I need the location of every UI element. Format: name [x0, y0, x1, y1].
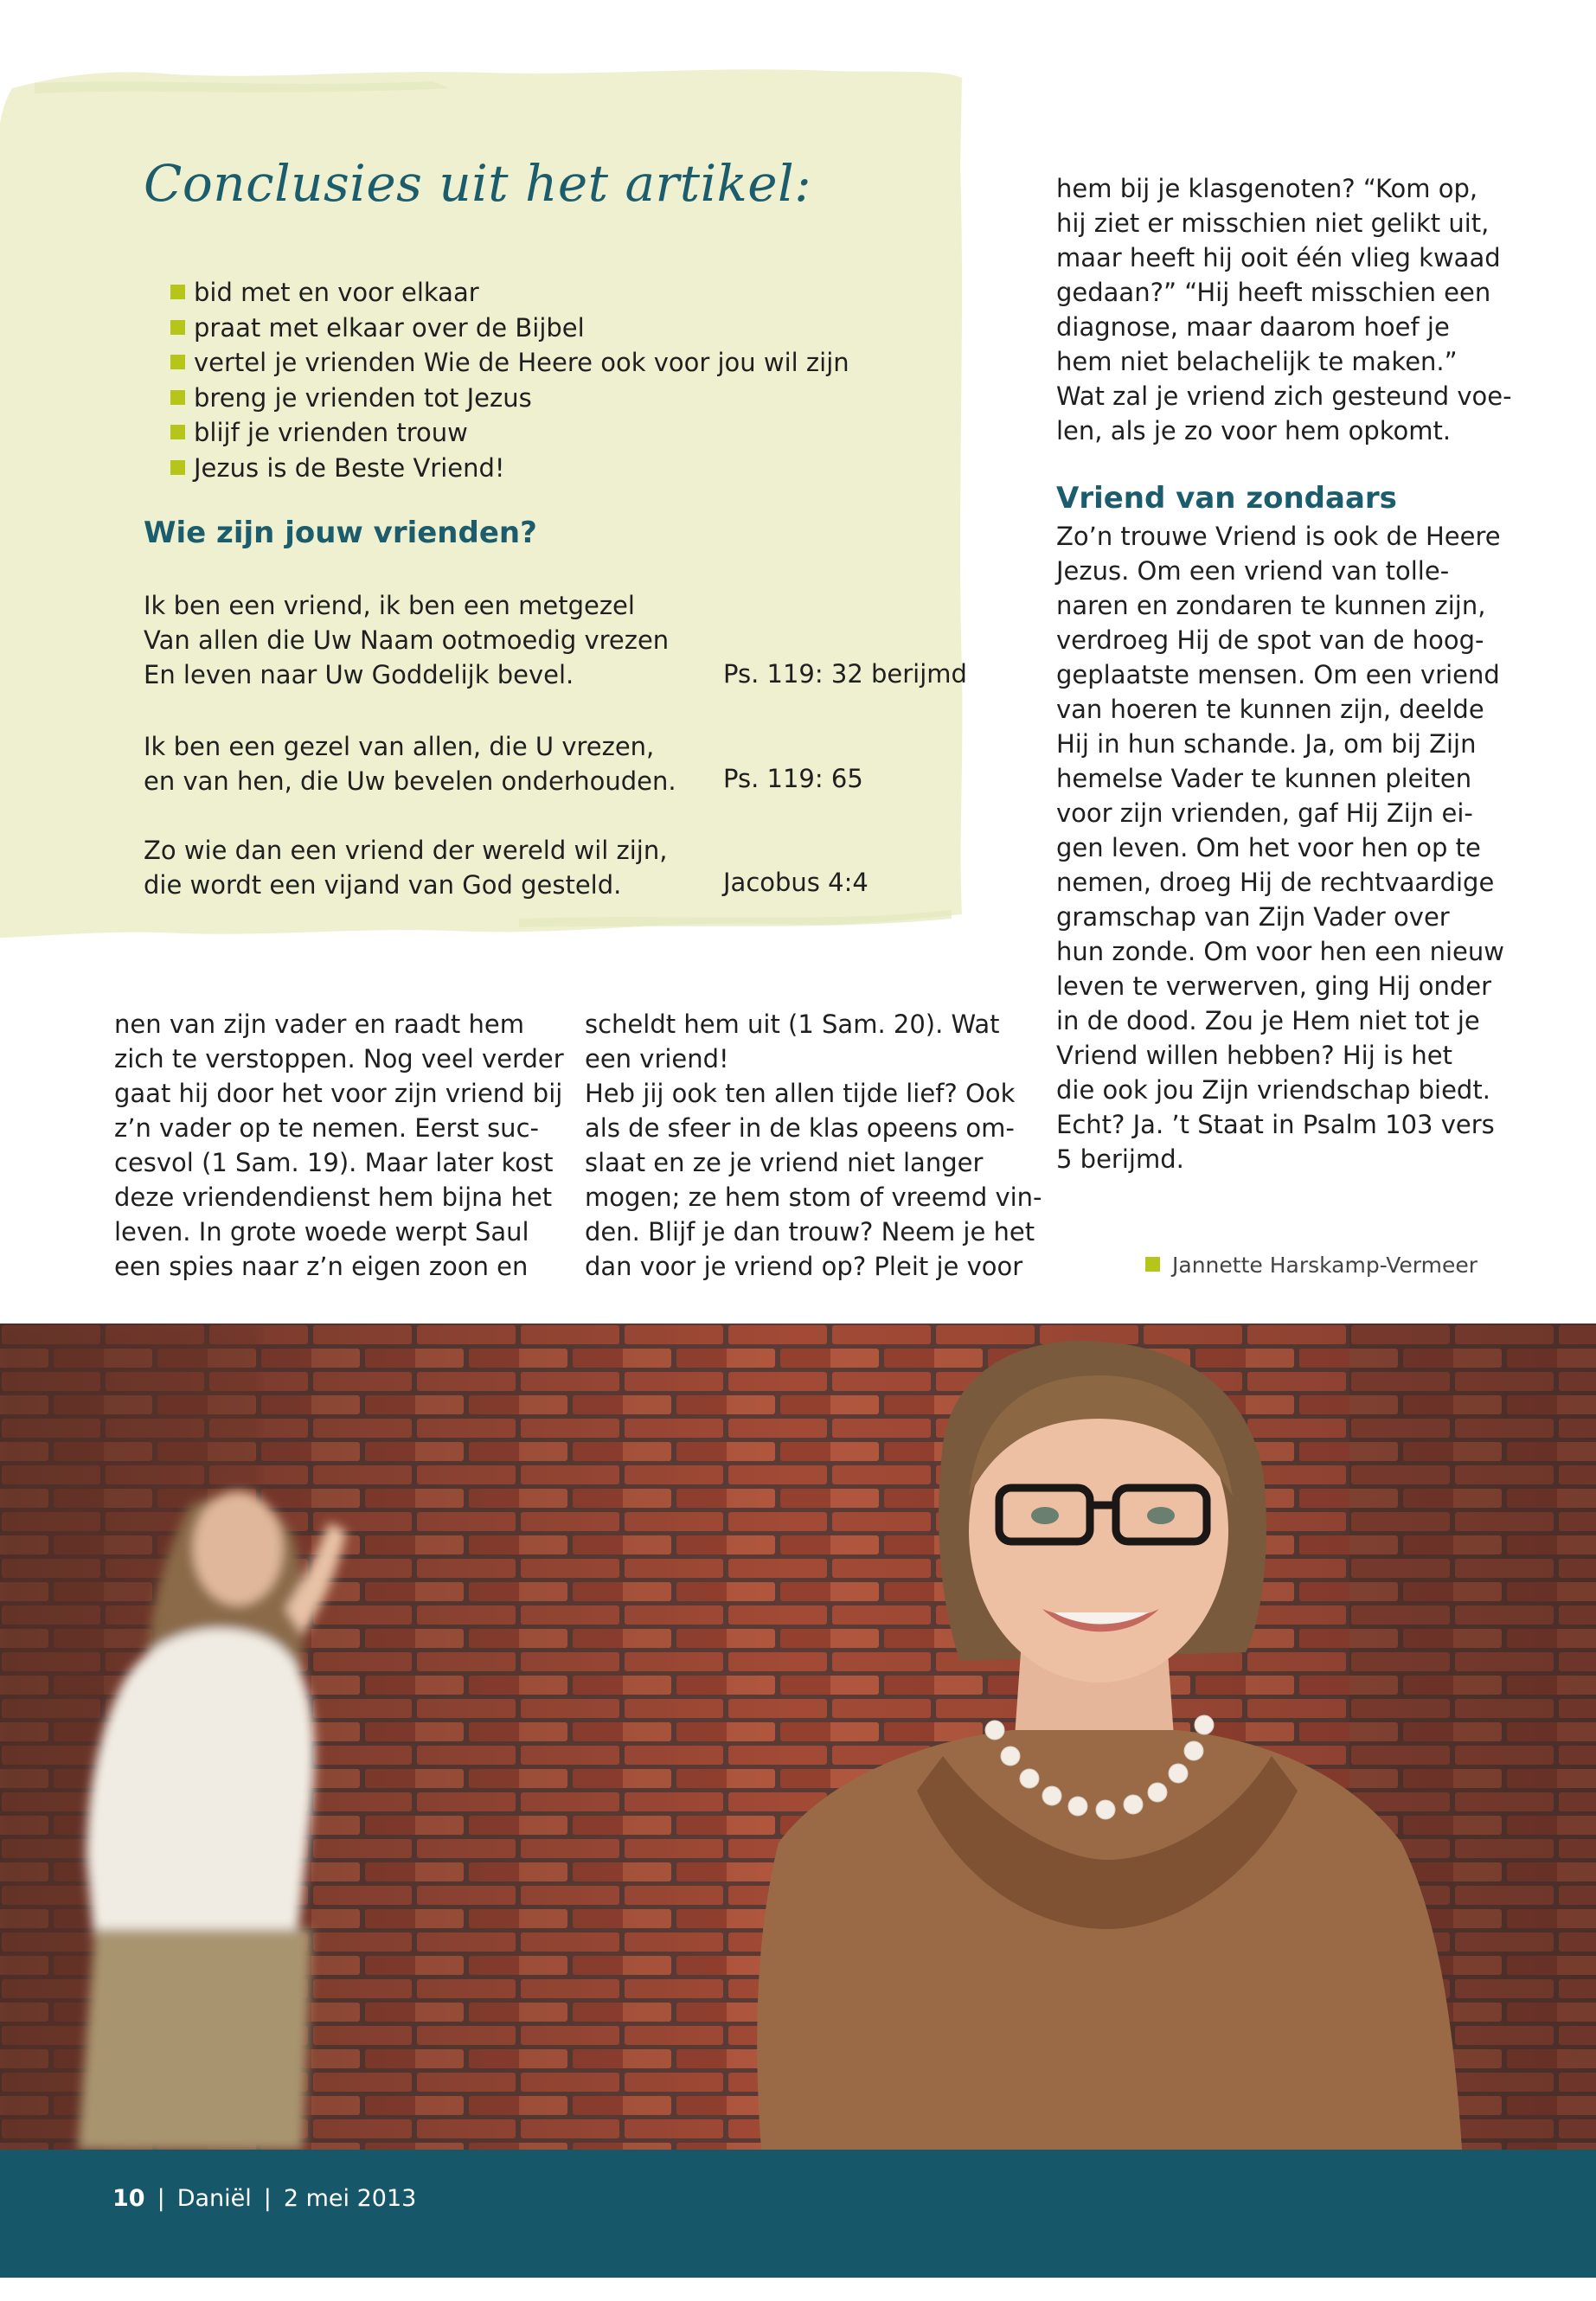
footer-separator: |: [263, 2185, 272, 2212]
footer-band: [0, 2150, 1596, 2278]
footer-text: [112, 2185, 416, 2212]
bullet-square-icon: [170, 460, 185, 475]
bullet-square-icon: [170, 355, 185, 369]
bullet-square-icon: [170, 390, 185, 405]
body-column-right-top: hem bij je klasgenoten? “Kom op, hij ziet er misschien niet gelikt uit, maar heeft hij ooit één vlieg kwaad gedaan?” “Hij heeft misschien een diagnose, maar daarom hoef je hem niet belachelijk te maken.” Wat zal je vriend zich gesteund voe- len, als je zo voor hem opkomt.: [1056, 174, 1512, 445]
verse-block: Ik ben een gezel van allen, die U vrezen, en van hen, die Uw bevelen onderhouden.: [144, 732, 676, 796]
list-item: praat met elkaar over de Bijbel: [194, 311, 849, 346]
list-item: Jezus is de Beste Vriend!: [194, 451, 849, 486]
bullet-square-icon: [170, 425, 185, 439]
magazine-name: Daniël: [176, 2185, 252, 2212]
body-column-left: nen van zijn vader en raadt hem zich te verstoppen. Nog veel verder gaat hij door het voor zijn vriend bij z’n vader op te nemen. Eerst suc- cesvol (1 Sam. 19). Maar later kost deze vriendendienst hem bijna het leven. In grote woede werpt Saul een spies naar z’n eigen zoon en: [114, 1009, 564, 1281]
friends-heading: Wie zijn jouw vrienden?: [144, 516, 537, 550]
page-number: 10: [112, 2185, 145, 2212]
bullet-square-icon: [170, 285, 185, 299]
author-credit: Jannette Harskamp-Vermeer: [1145, 1253, 1477, 1278]
footer-separator: |: [157, 2185, 165, 2212]
conclusion-bullet-list: [194, 275, 849, 485]
list-item: bid met en voor elkaar: [194, 275, 849, 311]
body-column-right-bottom: Zo’n trouwe Vriend is ook de Heere Jezus. Om een vriend van tolle- naren en zondaren te kunnen zijn, verdroeg Hij de spot van de hoog- geplaatste mensen. Om een vriend van hoeren te kunnen zijn, deelde Hij in hun schande. Ja, om bij Zijn hemelse Vader te kunnen pleiten voor zijn vrienden, gaf Hij Zijn ei- gen leven. Om het voor hen op te nemen, droeg Hij de rechtvaardige gramschap van Zijn Vader over hun zonde. Om voor hen een nieuw leven te verwerven, ging Hij onder in de dood. Zou je Hem niet tot je Vriend willen hebben? Hij is het die ook jou Zijn vriendschap biedt. Echt? Ja. ’t Staat in Psalm 103 vers 5 berijmd.: [1056, 522, 1504, 1174]
list-item: blijf je vrienden trouw: [194, 415, 849, 451]
section-heading: Vriend van zondaars: [1056, 481, 1397, 516]
bullet-square-icon: [1145, 1257, 1160, 1272]
issue-date: 2 mei 2013: [283, 2185, 417, 2212]
verse-reference: Ps. 119: 32 berijmd: [723, 659, 967, 689]
bullet-square-icon: [170, 320, 185, 335]
list-item: breng je vrienden tot Jezus: [194, 381, 849, 416]
verse-reference: Jacobus 4:4: [723, 868, 869, 897]
photo-girls-brick-wall: [0, 1324, 1596, 2150]
verse-reference: Ps. 119: 65: [723, 764, 863, 793]
list-item: vertel je vrienden Wie de Heere ook voor jou wil zijn: [194, 345, 849, 381]
conclusion-box-title: Conclusies uit het artikel:: [144, 154, 812, 213]
verse-block: Ik ben een vriend, ik ben een metgezel Van allen die Uw Naam ootmoedig vrezen En leven naar Uw Goddelijk bevel.: [144, 591, 670, 689]
body-column-middle: scheldt hem uit (1 Sam. 20). Wat een vriend! Heb jij ook ten allen tijde lief? Ook als de sfeer in de klas opeens om- slaat en ze je vriend niet langer mogen; ze hem stom of vreemd vin- den. Blijf je dan trouw? Neem je het dan voor je vriend op? Pleit je voor: [585, 1009, 1042, 1281]
verse-block: Zo wie dan een vriend der wereld wil zijn, die wordt een vijand van God gesteld.: [144, 836, 668, 900]
